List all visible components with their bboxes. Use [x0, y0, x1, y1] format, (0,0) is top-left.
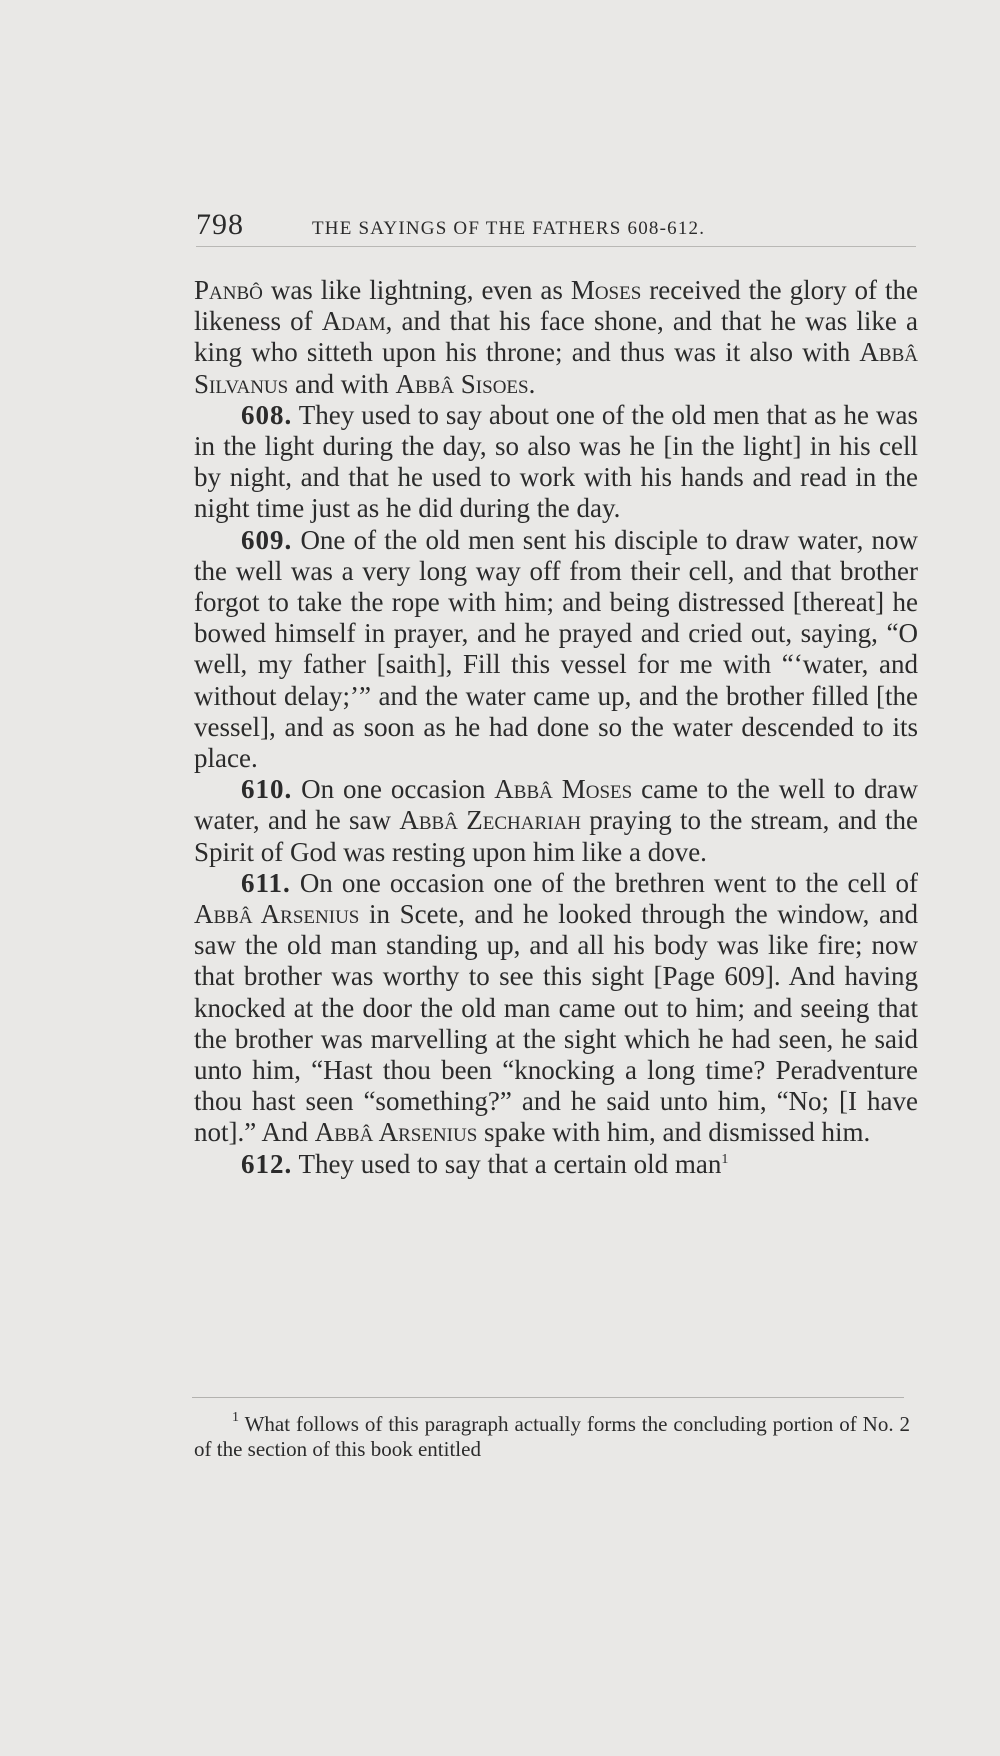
paragraph-611	[194, 868, 918, 1149]
text-segment: came to the well to draw water, and he saw	[194, 774, 919, 836]
text-segment: praying to the stream, and the Spirit of God was resting upon him like a dove.	[194, 805, 918, 867]
text-segment: On one occasion one of the brethren went to the cell of	[299, 867, 919, 898]
text-segment: received the glory of the likeness of	[194, 275, 918, 337]
text-segment: Moses	[570, 275, 642, 305]
footnote-reference[interactable]: 1	[721, 1151, 729, 1167]
paragraph-609	[194, 525, 918, 775]
text-segment: , and that his face shone, and that he was like a king who sitteth upon his throne; and thus was it also with	[194, 306, 918, 368]
text-segment: Adam	[321, 306, 386, 337]
paragraph-610	[194, 774, 918, 868]
footnote	[194, 1412, 910, 1462]
text-segment: Panbô	[194, 275, 263, 305]
footnote-rule	[192, 1397, 904, 1398]
text-segment: Abbâ Sisoes	[395, 368, 529, 399]
text-segment: was like lightning, even as	[262, 275, 571, 305]
text-segment: They used to say that a certain old man	[298, 1148, 722, 1179]
body-text	[194, 275, 918, 1180]
paragraph-number: 609.	[241, 524, 293, 555]
text-segment: Abbâ Arsenius	[194, 899, 360, 930]
page-number: 798	[196, 208, 244, 241]
text-segment: spake with him, and dismissed him.	[477, 1117, 871, 1148]
text-segment: in Scete, and he looked through the window, and saw the old man standing up, and all his body was like fire; now that brother was worthy to see this sight [Page 609]. And having knocked at the door the old man came out to him; and seeing that the brother was marvelling at the sight which he had seen, he said unto him, “Hast thou been “knocking a long time? Peradventure thou hast seen “something?” and he said unto him, “No; [I have not].” And	[194, 899, 918, 1148]
text-segment: One of the old men sent his disciple to draw water, now the well was a very long way off from their cell, and that brother forgot to take the rope with him; and being distressed [thereat] he bowed himself in prayer, and he prayed and cried out, saying, “O well, my father [saith], Fill this vessel for me with “‘water, and without delay;’” and the water came up, and the brother filled [the vessel], and as soon as he had done so the water descended to its place.	[194, 524, 918, 774]
footnote-marker: 1	[232, 1410, 239, 1425]
paragraph-612	[194, 1149, 918, 1180]
paragraph-608	[194, 400, 918, 525]
text-segment: On one occasion	[301, 774, 495, 805]
paragraph-number: 608.	[241, 399, 293, 430]
text-segment: Abbâ Zechariah	[399, 805, 581, 836]
paragraph-number: 611.	[241, 867, 291, 898]
text-segment: Abbâ Silvanus	[194, 337, 918, 399]
paragraph	[194, 275, 918, 400]
text-segment: and with	[288, 368, 396, 399]
text-segment: .	[528, 368, 536, 399]
text-segment: They used to say about one of the old men that as he was in the light during the day, so also was he [in the light] in his cell by night, and that he used to work with his hands and read in the night time just as he did during the day.	[194, 399, 918, 524]
text-segment: Abbâ Arsenius	[314, 1117, 478, 1148]
running-title: THE SAYINGS OF THE FATHERS 608-612.	[312, 218, 706, 239]
paragraph-number: 612.	[241, 1148, 293, 1179]
text-segment: Abbâ Moses	[494, 774, 633, 805]
page-header	[196, 206, 916, 247]
paragraph-number: 610.	[241, 774, 293, 805]
footnote-text: What follows of this paragraph actually forms the concluding portion of No. 2 of the section of this book entitled	[194, 1412, 910, 1461]
